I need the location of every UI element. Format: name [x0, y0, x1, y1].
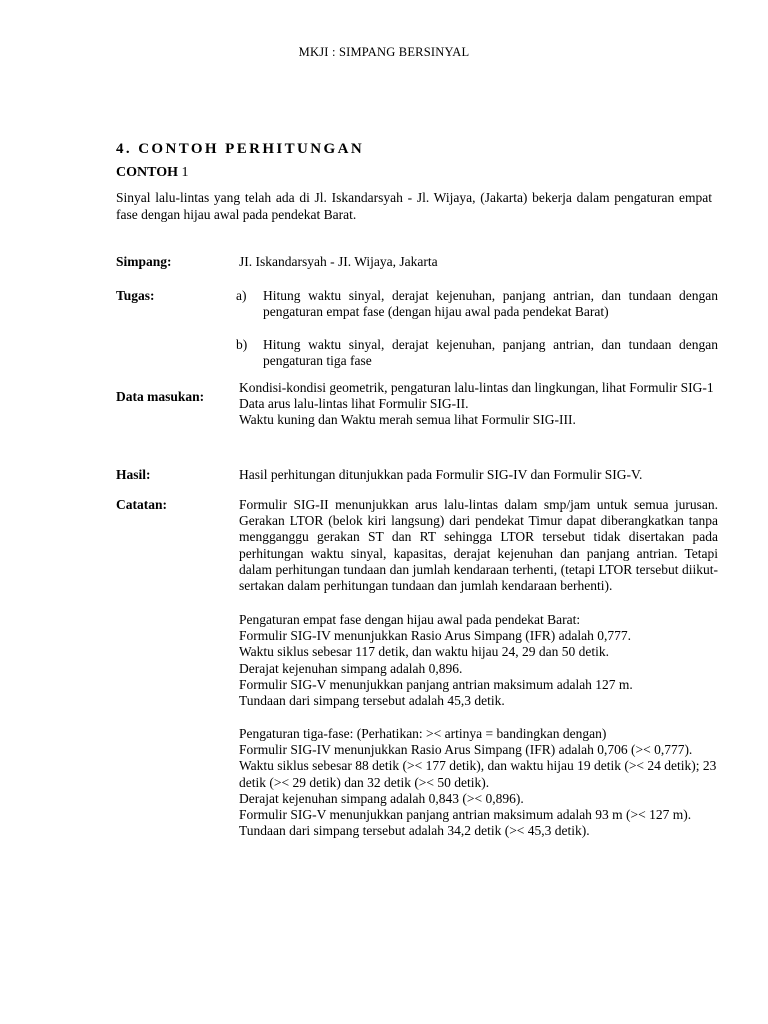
tugas-item-text: Hitung waktu sinyal, derajat kejenuhan, panjang antrian, dan tundaan dengan pengaturan empat fase (dengan hijau awal pada pendekat Barat)	[263, 288, 718, 320]
data-masukan-line: Kondisi-kondisi geometrik, pengaturan lalu-lintas dan lingkungan, lihat Formulir SIG-1	[239, 380, 714, 395]
tiga-fase-line: Derajat kejenuhan simpang adalah 0,843 (>< 0,896).	[239, 790, 524, 806]
example-label: CONTOH	[116, 165, 178, 180]
tiga-fase-line: Pengaturan tiga-fase: (Perhatikan: >< artinya = bandingkan dengan)	[239, 726, 607, 741]
data-masukan-label: Data masukan:	[116, 389, 205, 404]
tiga-fase-line: Formulir SIG-IV menunjukkan Rasio Arus Simpang (IFR) adalah 0,706 (>< 0,777).	[239, 742, 693, 758]
tiga-fase-line: Formulir SIG-V menunjukkan panjang antrian maksimum adalah 93 m (>< 127 m).	[239, 807, 692, 823]
data-masukan-line: Waktu kuning dan Waktu merah semua lihat Formulir SIG-III.	[239, 412, 576, 428]
tiga-fase-line: Waktu siklus sebesar 88 detik (>< 177 detik), dan waktu hijau 19 detik (>< 24 detik); 23 detik (>< 29 detik) dan 32 detik (>< 50 detik).	[239, 758, 717, 790]
empat-fase-line: Formulir SIG-V menunjukkan panjang antrian maksimum adalah 127 m.	[239, 676, 633, 692]
empat-fase-block	[239, 612, 718, 709]
example-title	[116, 165, 188, 181]
simpang-label: Simpang:	[116, 254, 172, 269]
intro-paragraph: Sinyal lalu-lintas yang telah ada di Jl. Iskandarsyah - Jl. Wijaya, (Jakarta) bekerja dalam pengaturan empat fase dengan hijau awal pada pendekat Barat.	[116, 190, 712, 222]
tugas-label: Tugas:	[116, 288, 155, 303]
hasil-label: Hasil:	[116, 467, 151, 482]
simpang-value: JI. Iskandarsyah - JI. Wijaya, Jakarta	[239, 254, 438, 269]
empat-fase-line: Derajat kejenuhan simpang adalah 0,896.	[239, 660, 463, 676]
data-masukan-value	[239, 380, 718, 429]
example-number: 1	[181, 165, 189, 180]
running-header: MKJI : SIMPANG BERSINYAL	[298, 45, 470, 59]
hasil-value: Hasil perhitungan ditunjukkan pada Formulir SIG-IV dan Formulir SIG-V.	[239, 467, 643, 482]
tiga-fase-block	[239, 726, 718, 839]
section-title: 4. CONTOH PERHITUNGAN	[116, 141, 365, 157]
empat-fase-line: Waktu siklus sebesar 117 detik, dan waktu hijau 24, 29 dan 50 detik.	[239, 644, 609, 660]
empat-fase-line: Tundaan dari simpang tersebut adalah 45,3 detik.	[239, 693, 505, 709]
tugas-item-text: Hitung waktu sinyal, derajat kejenuhan, panjang antrian, dan tundaan dengan pengaturan tiga fase	[263, 337, 718, 369]
empat-fase-line: Formulir SIG-IV menunjukkan Rasio Arus Simpang (IFR) adalah 0,777.	[239, 628, 631, 644]
empat-fase-line: Pengaturan empat fase dengan hijau awal pada pendekat Barat:	[239, 612, 581, 627]
tugas-item-letter: b)	[236, 337, 248, 352]
tiga-fase-line: Tundaan dari simpang tersebut adalah 34,2 detik (>< 45,3 detik).	[239, 823, 590, 839]
tugas-item-letter: a)	[236, 288, 247, 303]
data-masukan-line: Data arus lalu-lintas lihat Formulir SIG-II.	[239, 396, 469, 412]
catatan-label: Catatan:	[116, 497, 167, 512]
catatan-paragraph: Formulir SIG-II menunjukkan arus lalu-lintas dalam smp/jam untuk semua jurusan. Gerakan LTOR (belok kiri langsung) dari pendekat Timur dapat diberangkatkan tanpa mengganggu gerakan ST dan RT sehingga LTOR tersebut tidak disertakan pada perhitungan waktu sinyal, kapasitas, derajat kejenuhan dan panjang antrian. Tetapi dalam perhitungan tundaan dan jumlah kendaraan terhenti, (tetapi LTOR tersebut diikut-sertakan dalam perhitungan tundaan dan jumlah kendaraan berhenti).	[239, 497, 718, 594]
